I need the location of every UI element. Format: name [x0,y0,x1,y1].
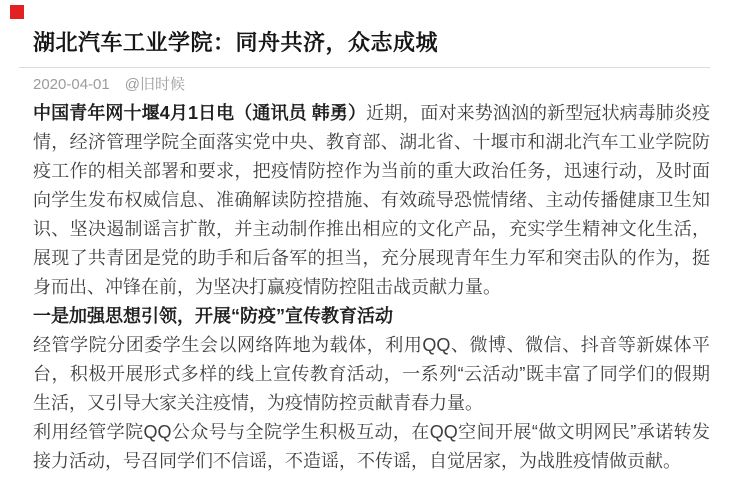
red-logo-square [10,5,24,19]
paragraph-3: 利用经管学院QQ公众号与全院学生积极互动，在QQ空间开展“做文明网民”承诺转发接力活动，号召同学们不信谣，不造谣，不传谣，自觉居家，为战胜疫情做贡献。 [33,422,710,471]
article-meta [33,75,710,95]
paragraph-1-lead: 中国青年网十堰4月1日电（通讯员 韩勇） [33,103,367,123]
publish-date: 2020-04-01 [33,76,110,93]
article-body [33,99,710,476]
article [33,0,710,476]
paragraph-1 [33,99,710,302]
title-divider [19,67,710,68]
author-handle[interactable]: @旧时候 [124,76,185,93]
paragraph-2: 经管学院分团委学生会以网络阵地为载体，利用QQ、微博、微信、抖音等新媒体平台，积极开展形式多样的线上宣传教育活动，一系列“云活动”既丰富了同学们的假期生活，又引导大家关注疫情，为疫情防控贡献青春力量。 [33,335,710,413]
paragraph-1-text: 近期，面对来势汹汹的新型冠状病毒肺炎疫情，经济管理学院全面落实党中央、教育部、湖北省、十堰市和湖北汽车工业学院防疫工作的相关部署和要求，把疫情防控作为当前的重大政治任务，迅速行动，及时面向学生发布权威信息、准确解读防控措施、有效疏导恐慌情绪、主动传播健康卫生知识、坚决遏制谣言扩散，并主动制作推出相应的文化产品，充实学生精神文化生活，展现了共青团是党的助手和后备军的担当，充分展现青年生力军和突击队的作为，挺身而出、冲锋在前，为坚决打赢疫情防控阻击战贡献力量。 [33,103,710,297]
page-title: 湖北汽车工业学院：同舟共济，众志成城 [33,30,439,55]
section-heading: 一是加强思想引领，开展“防疫”宣传教育活动 [33,306,393,326]
